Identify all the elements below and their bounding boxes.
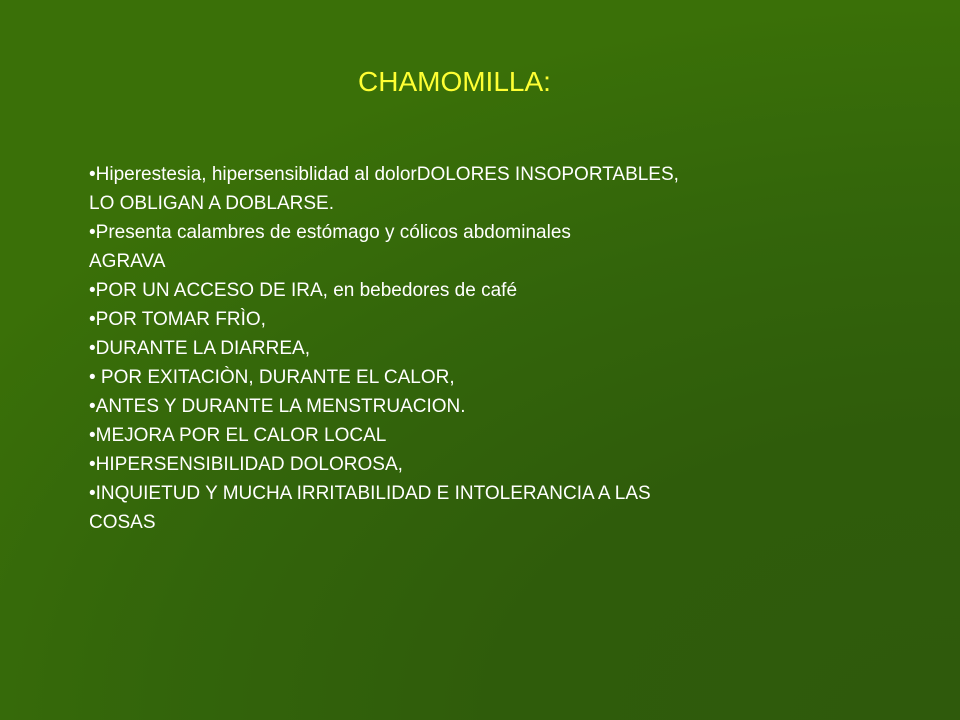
body-line: •Presenta calambres de estómago y cólicos abdominales: [89, 222, 571, 243]
body-line: •DURANTE LA DIARREA,: [89, 338, 310, 359]
body-line: •POR TOMAR FRÌO,: [89, 309, 266, 330]
body-line: •ANTES Y DURANTE LA MENSTRUACION.: [89, 396, 466, 417]
body-line: •POR UN ACCESO DE IRA, en bebedores de café: [89, 280, 518, 301]
body-line: •INQUIETUD Y MUCHA IRRITABILIDAD E INTOLERANCIA A LAS: [89, 483, 651, 504]
body-line: COSAS: [89, 512, 156, 533]
body-line: •Hiperestesia, hipersensiblidad al dolorDOLORES INSOPORTABLES,: [89, 164, 679, 185]
body-line: •MEJORA POR EL CALOR LOCAL: [89, 425, 387, 446]
body-line: LO OBLIGAN A DOBLARSE.: [89, 193, 334, 214]
body-line: • POR EXITACIÒN, DURANTE EL CALOR,: [89, 367, 455, 388]
body-line: AGRAVA: [89, 251, 166, 272]
slide-body: [89, 160, 819, 537]
body-line: •HIPERSENSIBILIDAD DOLOROSA,: [89, 454, 403, 475]
slide-title: CHAMOMILLA:: [358, 66, 551, 97]
